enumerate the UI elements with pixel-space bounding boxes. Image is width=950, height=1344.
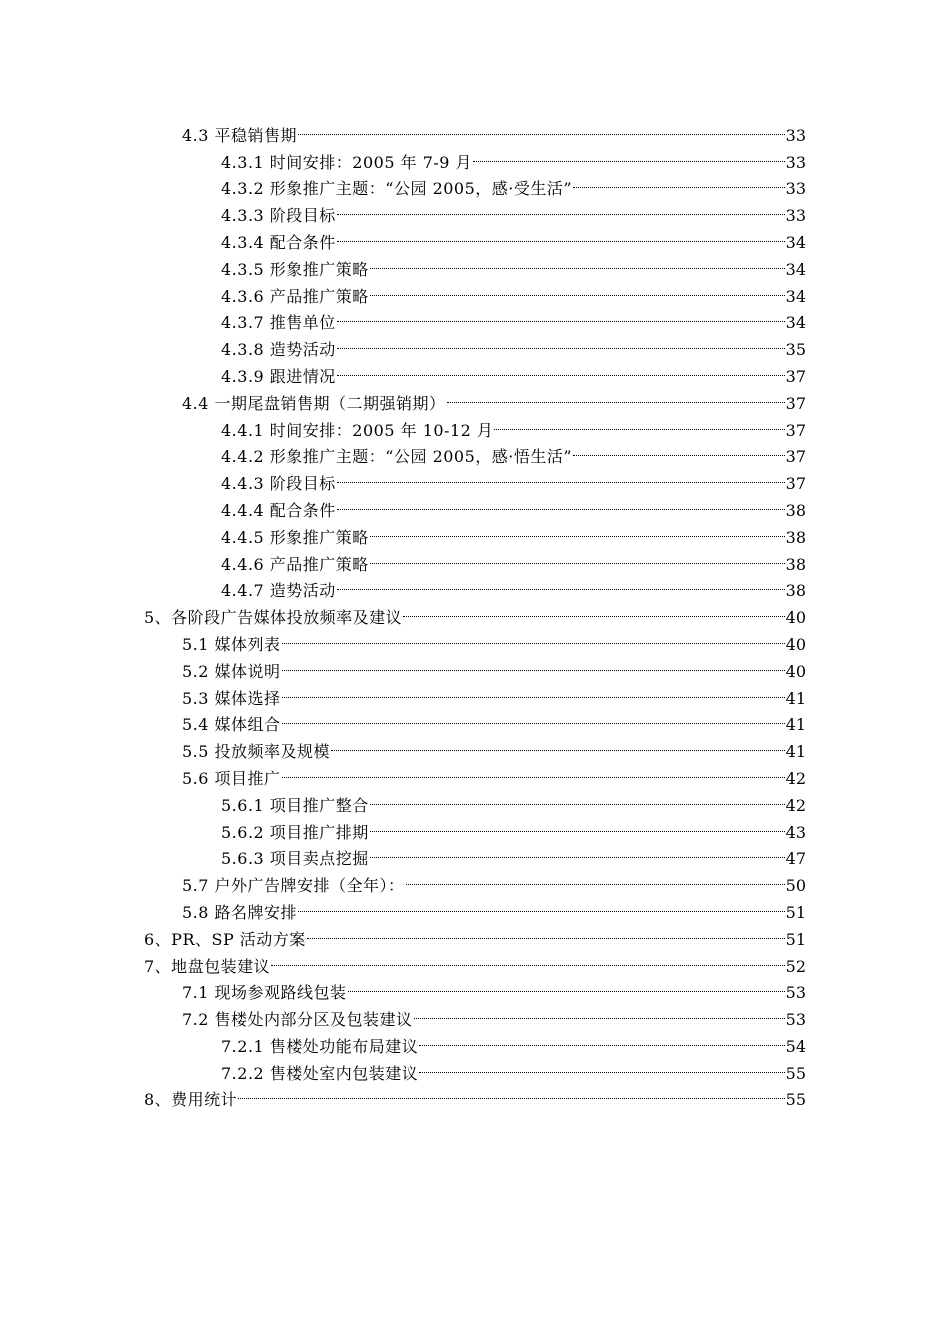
toc-dot-leader [573, 168, 785, 195]
toc-entry-page-number: 33 [785, 206, 806, 226]
toc-entry-page-number: 41 [785, 688, 806, 708]
toc-dot-leader [337, 570, 785, 597]
toc-dot-leader [282, 704, 785, 731]
toc-entry-title: 5、各阶段广告媒体投放频率及建议 [144, 608, 403, 628]
toc-entry-page-number: 33 [785, 152, 806, 172]
toc-entry[interactable] [182, 114, 806, 145]
toc-entry-title: 4.3.8 造势活动 [221, 340, 336, 360]
toc-entry-title: 5.6.2 项目推广排期 [221, 822, 369, 842]
toc-entry-title: 6、PR、SP 活动方案 [144, 929, 306, 949]
toc-entry-page-number: 41 [785, 715, 806, 735]
toc-entry-title: 4.4.5 形象推广策略 [221, 527, 369, 547]
toc-entry-title: 4.3.1 时间安排：2005 年 7-9 月 [221, 152, 473, 172]
toc-dot-leader [337, 221, 785, 248]
toc-entry-title: 5.6.1 项目推广整合 [221, 795, 369, 815]
toc-entry-title: 4.3.5 形象推广策略 [221, 259, 369, 279]
toc-entry-title: 4.3.9 跟进情况 [221, 366, 336, 386]
toc-dot-leader [282, 623, 785, 650]
toc-dot-leader [406, 864, 785, 891]
toc-entry-title: 4.4.7 造势活动 [221, 581, 336, 601]
toc-entry[interactable] [144, 1079, 806, 1110]
toc-entry-page-number: 35 [785, 340, 806, 360]
toc-entry-page-number: 51 [785, 929, 806, 949]
toc-entry-page-number: 34 [785, 286, 806, 306]
toc-entry-title: 4.4.2 形象推广主题：“公园 2005，感·悟生活” [221, 447, 573, 467]
toc-entry-title: 7.2.2 售楼处室内包装建议 [221, 1063, 419, 1083]
toc-dot-leader [573, 436, 785, 463]
toc-entry-page-number: 43 [785, 822, 806, 842]
toc-entry-page-number: 37 [785, 447, 806, 467]
toc-entry-page-number: 55 [785, 1063, 806, 1083]
toc-dot-leader [370, 784, 785, 811]
toc-dot-leader [494, 409, 784, 436]
toc-entry-page-number: 41 [785, 742, 806, 762]
toc-entry-page-number: 37 [785, 420, 806, 440]
toc-dot-leader [337, 328, 785, 355]
table-of-contents [0, 114, 950, 1110]
toc-dot-leader [419, 1052, 784, 1079]
toc-entry-page-number: 38 [785, 500, 806, 520]
toc-entry-title: 4.4 一期尾盘销售期（二期强销期） [182, 393, 446, 413]
toc-entry-title: 4.3.6 产品推广策略 [221, 286, 369, 306]
toc-entry-page-number: 40 [785, 608, 806, 628]
toc-dot-leader [337, 489, 785, 516]
toc-entry-page-number: 37 [785, 393, 806, 413]
toc-dot-leader [337, 355, 785, 382]
toc-entry[interactable] [221, 141, 806, 172]
toc-dot-leader [337, 462, 785, 489]
toc-entry-title: 5.4 媒体组合 [182, 715, 281, 735]
toc-entry-title: 7.2.1 售楼处功能布局建议 [221, 1036, 419, 1056]
toc-dot-leader [370, 838, 785, 865]
toc-dot-leader [282, 677, 785, 704]
toc-entry-page-number: 38 [785, 581, 806, 601]
toc-entry-page-number: 50 [785, 876, 806, 896]
toc-entry-title: 5.8 路名牌安排 [182, 902, 298, 922]
toc-dot-leader [370, 811, 785, 838]
toc-entry-title: 4.3 平稳销售期 [182, 125, 298, 145]
toc-dot-leader [282, 757, 785, 784]
toc-entry-title: 5.5 投放频率及规模 [182, 742, 331, 762]
toc-entry-page-number: 37 [785, 474, 806, 494]
toc-dot-leader [370, 543, 785, 570]
toc-entry-title: 4.4.3 阶段目标 [221, 474, 336, 494]
toc-entry-title: 7.1 现场参观路线包装 [182, 983, 347, 1003]
toc-entry-title: 4.3.4 配合条件 [221, 232, 336, 252]
toc-entry-page-number: 38 [785, 527, 806, 547]
toc-entry[interactable] [182, 972, 806, 1003]
toc-entry-title: 5.6 项目推广 [182, 768, 281, 788]
toc-dot-leader [238, 1079, 784, 1106]
toc-entry-page-number: 40 [785, 634, 806, 654]
toc-entry-page-number: 42 [785, 768, 806, 788]
toc-dot-leader [331, 730, 785, 757]
toc-entry-title: 4.3.3 阶段目标 [221, 206, 336, 226]
toc-entry-title: 4.3.2 形象推广主题：“公园 2005，感·受生活” [221, 179, 573, 199]
toc-entry-title: 7.2 售楼处内部分区及包装建议 [182, 1010, 413, 1030]
toc-dot-leader [370, 275, 785, 302]
toc-dot-leader [337, 302, 785, 329]
toc-dot-leader [473, 141, 785, 168]
toc-entry-page-number: 51 [785, 902, 806, 922]
toc-entry-page-number: 47 [785, 849, 806, 869]
toc-entry-page-number: 34 [785, 232, 806, 252]
toc-entry-title: 5.6.3 项目卖点挖掘 [221, 849, 369, 869]
toc-entry-title: 4.3.7 推售单位 [221, 313, 336, 333]
toc-entry-title: 7、地盘包装建议 [144, 956, 271, 976]
toc-entry-title: 4.4.4 配合条件 [221, 500, 336, 520]
toc-entry-title: 8、费用统计 [144, 1090, 238, 1110]
toc-entry-title: 5.2 媒体说明 [182, 661, 281, 681]
toc-dot-leader [282, 650, 785, 677]
toc-dot-leader [447, 382, 785, 409]
toc-entry-page-number: 42 [785, 795, 806, 815]
toc-dot-leader [298, 114, 785, 141]
toc-entry-page-number: 34 [785, 259, 806, 279]
toc-dot-leader [419, 1025, 784, 1052]
toc-entry-title: 4.4.1 时间安排：2005 年 10-12 月 [221, 420, 494, 440]
toc-entry-page-number: 40 [785, 661, 806, 681]
toc-dot-leader [414, 998, 785, 1025]
toc-entry-title: 4.4.6 产品推广策略 [221, 554, 369, 574]
toc-entry-title: 5.1 媒体列表 [182, 634, 281, 654]
toc-dot-leader [337, 194, 785, 221]
toc-entry-page-number: 52 [785, 956, 806, 976]
toc-entry[interactable] [221, 784, 806, 815]
toc-entry-page-number: 55 [785, 1090, 806, 1110]
toc-entry-title: 5.7 户外广告牌安排（全年）： [182, 876, 405, 896]
toc-entry-page-number: 33 [785, 179, 806, 199]
toc-entry-title: 5.3 媒体选择 [182, 688, 281, 708]
toc-entry-page-number: 53 [785, 983, 806, 1003]
toc-entry-page-number: 37 [785, 366, 806, 386]
toc-entry-page-number: 54 [785, 1036, 806, 1056]
toc-entry-page-number: 53 [785, 1010, 806, 1030]
toc-dot-leader [348, 972, 785, 999]
toc-dot-leader [370, 516, 785, 543]
toc-dot-leader [307, 918, 785, 945]
toc-dot-leader [298, 891, 785, 918]
toc-dot-leader [403, 596, 784, 623]
toc-dot-leader [370, 248, 785, 275]
toc-entry-page-number: 34 [785, 313, 806, 333]
toc-entry-page-number: 33 [785, 125, 806, 145]
toc-dot-leader [271, 945, 784, 972]
toc-entry-page-number: 38 [785, 554, 806, 574]
